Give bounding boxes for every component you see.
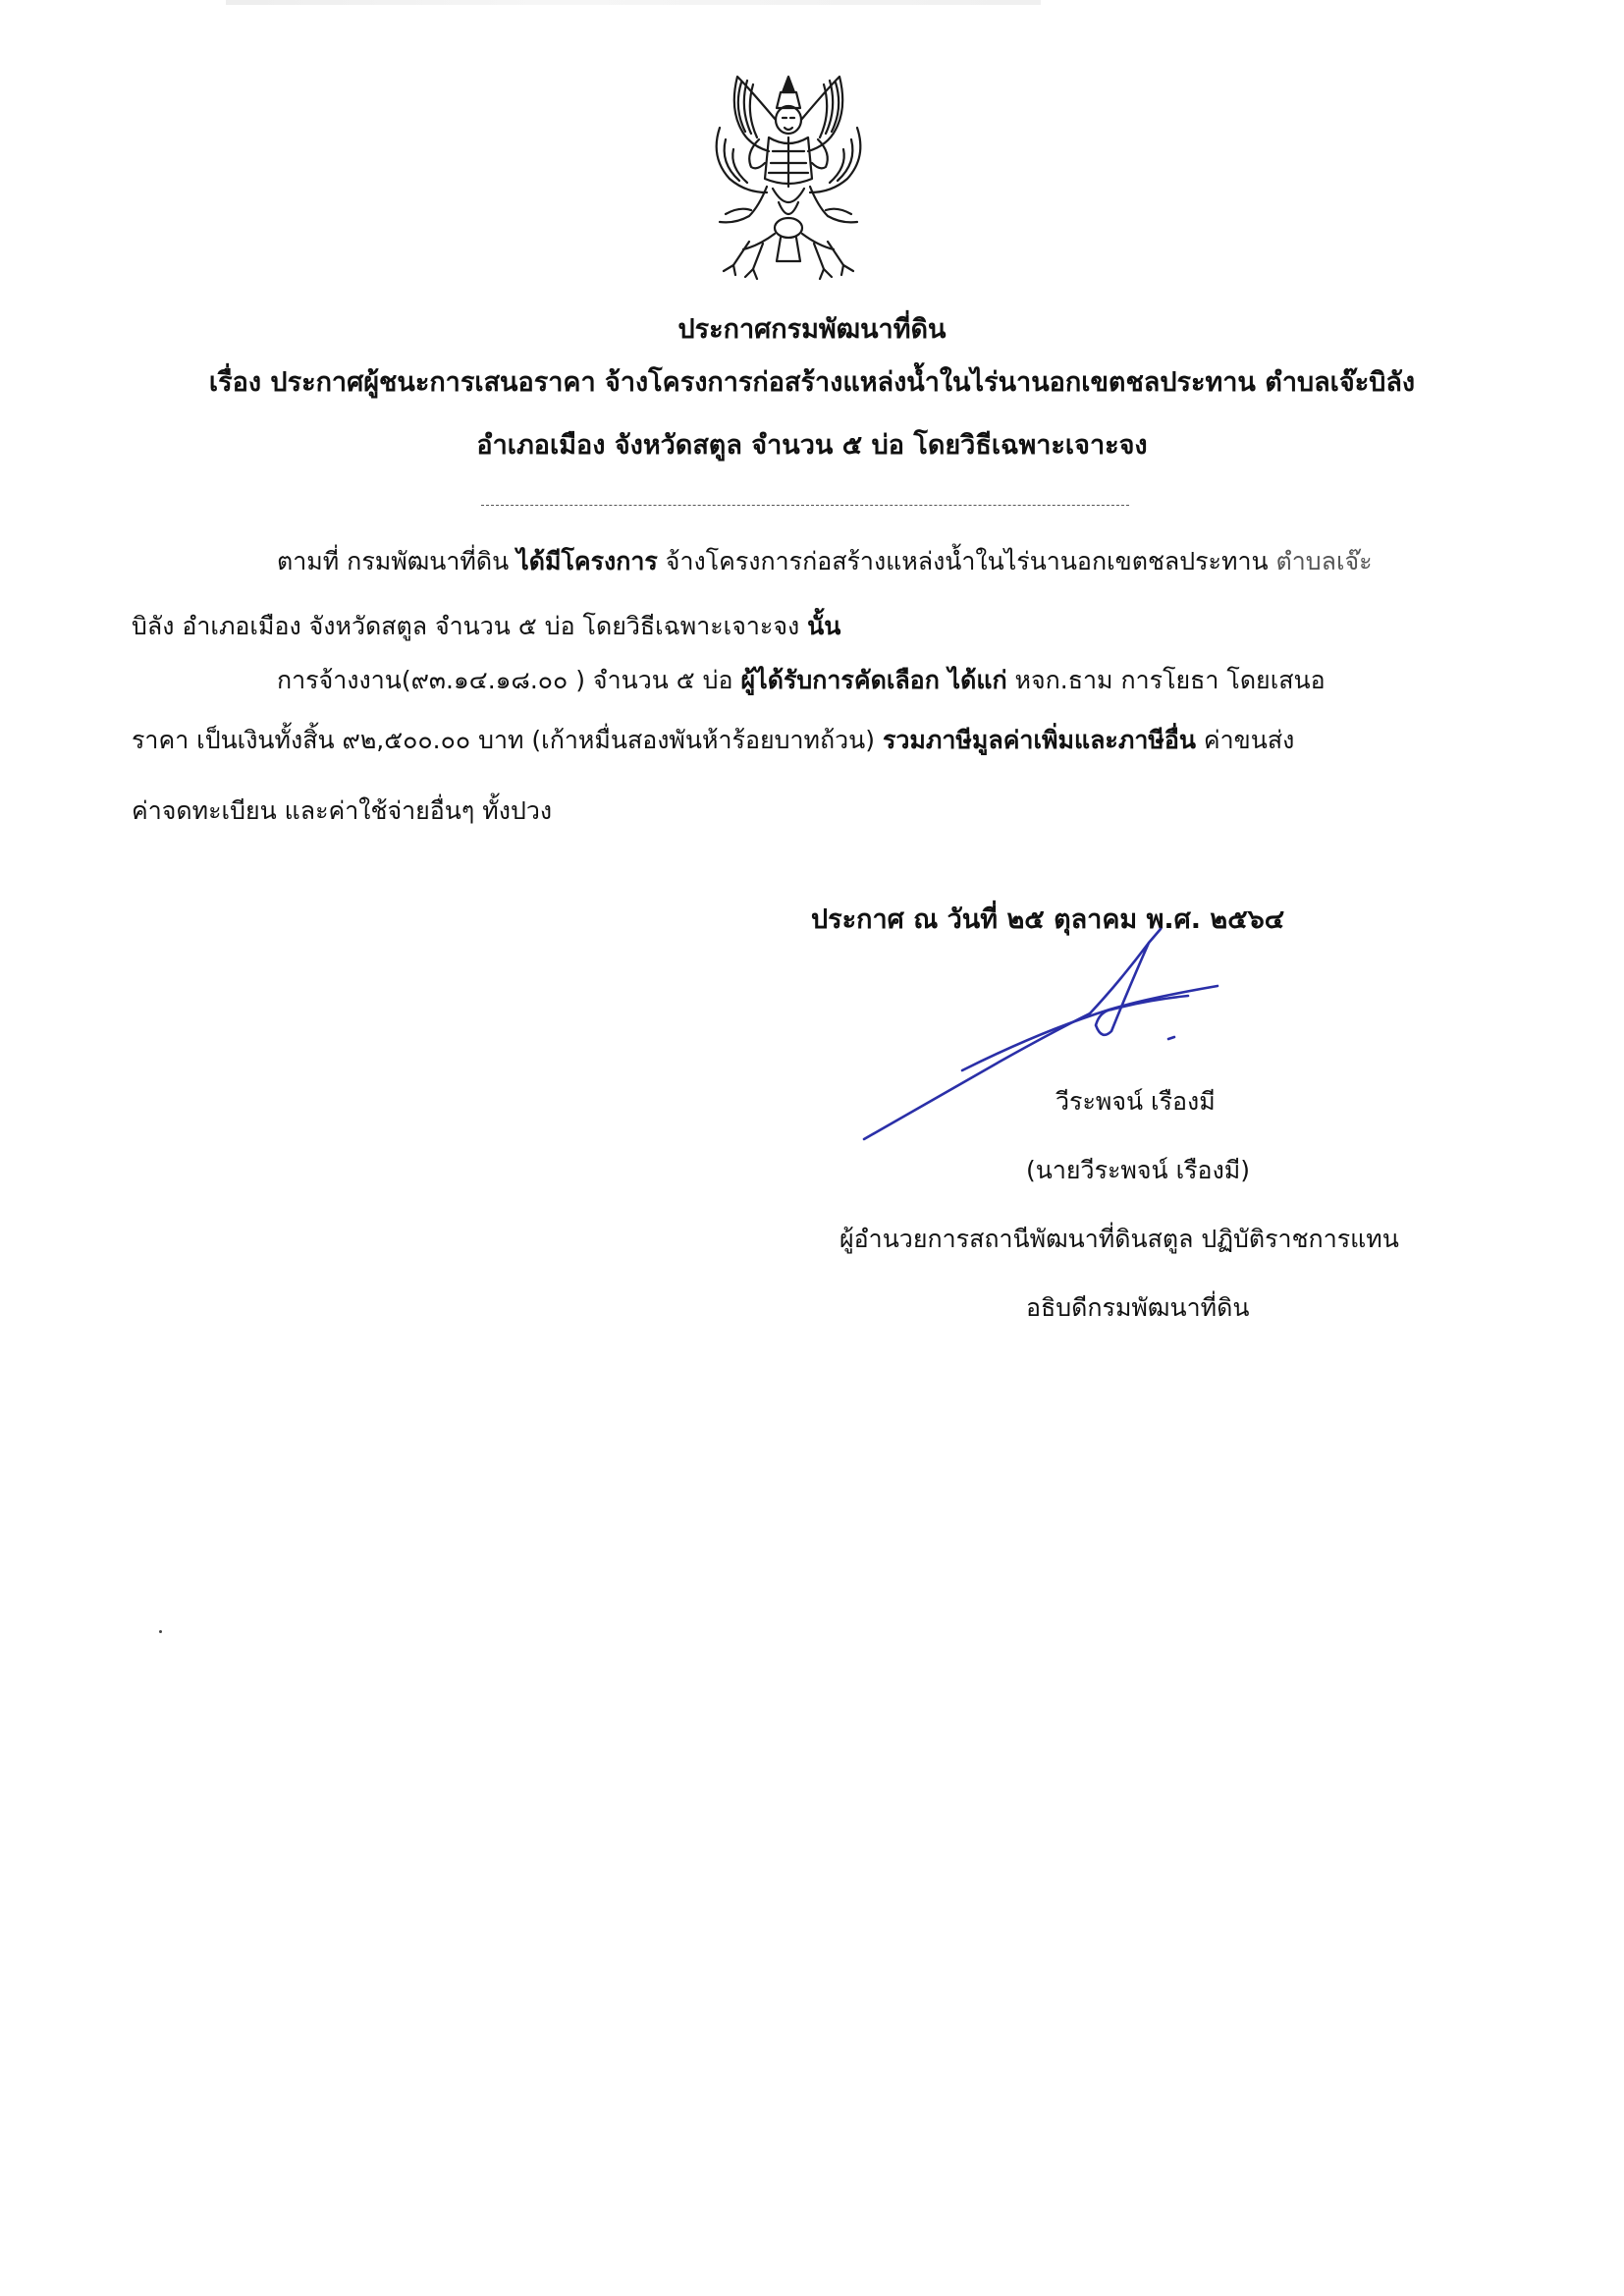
garuda-emblem-icon — [689, 69, 888, 285]
text-segment-bold: รวมภาษีมูลค่าเพิ่มและภาษีอื่น — [882, 726, 1196, 754]
announcement-title: ประกาศกรมพัฒนาที่ดิน — [677, 314, 947, 345]
text-segment: ราคา เป็นเงินทั้งสิ้น ๙๒,๕๐๐.๐๐ บาท (เก้าหมื่นสองพันห้าร้อยบาทถ้วน) — [132, 726, 883, 754]
scan-speck — [159, 1630, 162, 1633]
paragraph-2-line-3: ค่าจดทะเบียน และค่าใช้จ่ายอื่นๆ ทั้งปวง — [132, 796, 553, 825]
scan-artifact — [226, 0, 1041, 5]
signer-position: ผู้อำนวยการสถานีพัฒนาที่ดินสตูล ปฏิบัติราชการแทน — [839, 1225, 1399, 1253]
text-segment-bold: นั้น — [807, 612, 841, 640]
paragraph-1-line-1 — [277, 545, 1373, 578]
text-segment: หจก.ธาม การโยธา โดยเสนอ — [1006, 666, 1326, 694]
signer-position-2: อธิบดีกรมพัฒนาที่ดิน — [1026, 1293, 1250, 1322]
paragraph-1-line-2 — [132, 610, 840, 643]
text-segment: ตำบลเจ๊ะ — [1275, 547, 1373, 575]
text-segment-bold: ได้มีโครงการ — [516, 547, 658, 575]
signer-full-name: (นายวีระพจน์ เรืองมี) — [1026, 1156, 1251, 1184]
text-segment-bold: ผู้ได้รับการคัดเลือก ได้แก่ — [740, 666, 1007, 694]
text-segment: ค่าขนส่ง — [1195, 726, 1295, 754]
signature-name: วีระพจน์ เรืองมี — [1056, 1087, 1216, 1116]
text-segment: การจ้างงาน(๙๓.๑๔.๑๘.๐๐ ) จำนวน ๕ บ่อ — [277, 666, 741, 694]
text-segment: บิลัง อำเภอเมือง จังหวัดสตูล จำนวน ๕ บ่อ โดยวิธีเฉพาะเจาะจง — [132, 612, 808, 640]
text-segment: ตามที่ กรมพัฒนาที่ดิน — [277, 547, 517, 575]
divider — [481, 505, 1129, 506]
text-segment: จ้างโครงการก่อสร้างแหล่งน้ำในไร่นานอกเขตชลประทาน — [657, 547, 1276, 575]
announcement-date: ประกาศ ณ วันที่ ๒๕ ตุลาคม พ.ศ. ๒๕๖๔ — [811, 904, 1285, 935]
subject-line-1: เรื่อง ประกาศผู้ชนะการเสนอราคา จ้างโครงการก่อสร้างแหล่งน้ำในไร่นานอกเขตชลประทาน ตำบลเจ๊ะบิลัง — [208, 367, 1416, 398]
paragraph-2-line-1 — [277, 664, 1326, 697]
subject-line-2: อำเภอเมือง จังหวัดสตูล จำนวน ๕ บ่อ โดยวิธีเฉพาะเจาะจง — [476, 430, 1148, 461]
paragraph-2-line-2 — [132, 724, 1294, 757]
